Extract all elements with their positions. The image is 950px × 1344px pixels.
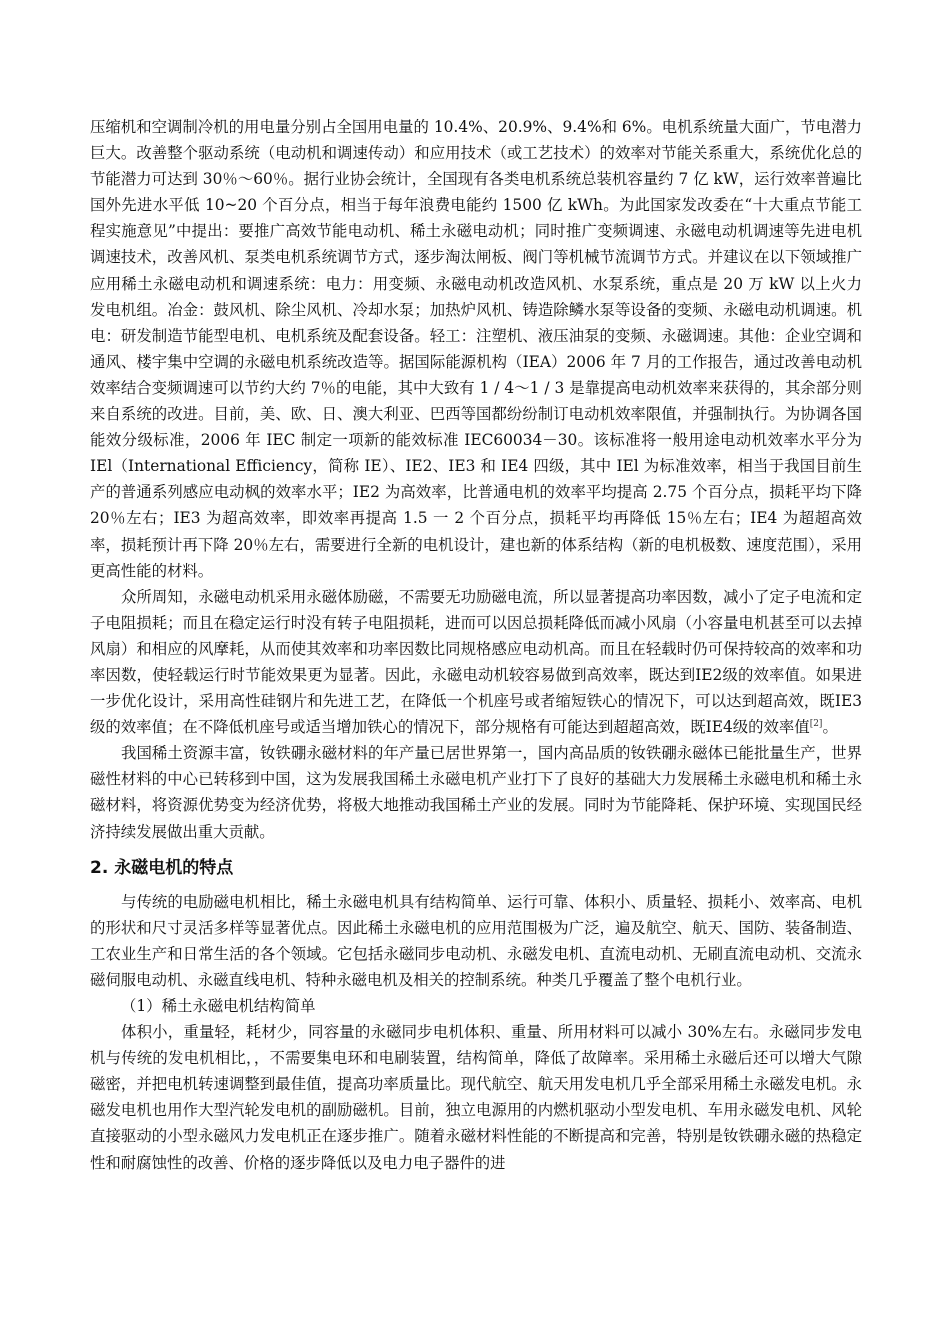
citation-ref: [2] <box>809 719 823 730</box>
paragraph-simple-structure: 体积小，重量轻，耗材少，同容量的永磁同步电机体积、重量、所用材料可以减小 30%左右。永磁同步发电机与传统的发电机相比，，不需要集电环和电刷装置，结构简单，降低了故障率。采用稀土永磁后还可以增大气隙磁密，并把电机转速调整到最佳值，提高功率质量比。现代航空、航天用发电机几乎全部采用稀土永磁发电机。永磁发电机也用作大型汽轮发电机的副励磁机。目前，独立电源用的内燃机驱动小型发电机、车用永磁发电机、风轮直接驱动的小型永磁风力发电机正在逐步推广。随着永磁材料性能的不断提高和完善，特别是钕铁硼永磁的热稳定性和耐腐蚀性的改善、价格的逐步降低以及电力电子器件的进 <box>90 1023 862 1172</box>
subsection-heading: （1）稀土永磁电机结构简单 <box>121 997 316 1015</box>
paragraph-rare-earth-resources: 我国稀土资源丰富，钕铁硼永磁材料的年产量已居世界第一，国内高品质的钕铁硼永磁体已能批量生产，世界磁性材料的中心已转移到中国，这为发展我国稀土永磁电机产业打下了良好的基础大力发展稀土永磁电机和稀土永磁材料，将资源优势变为经济优势，将极大地推动我国稀土产业的发展。同时为节能降耗、保护环境、实现国民经济持续发展做出重大贡献。 <box>90 744 862 841</box>
paragraph-end-mark: 。 <box>822 718 838 737</box>
paragraph-pm-motor-efficiency <box>90 584 862 741</box>
section-heading: 2. 永磁电机的特点 <box>90 857 234 878</box>
paragraph-energy-policy: 压缩机和空调制冷机的用电量分别占全国用电量的 10.4%、20.9%、9.4%和 6%。电机系统量大面广，节电潜力巨大。改善整个驱动系统（电动机和调速传动）和应用技术（或工艺技术）的效率对节能关系重大，系统优化总的节能潜力可达到 30％～60％。据行业协会统计，全国现有各类电机系统总装机容量约 7 亿 kW，运行效率普遍比国外先进水平低 10~20 个百分点，相当于每年浪费电能约 1500 亿 kWh。为此国家发改委在“十大重点节能工程实施意见”中提出：要推广高效节能电动机、稀土永磁电动机；同时推广变频调速、永磁电动机调速等先进电机调速技术，改善风机、泵类电机系统调节方式，逐步淘汰闸板、阀门等机械节流调节方式。并建议在以下领域推广应用稀土永磁电动机和调速系统：电力：用变频、永磁电动机改造风机、水泵系统，重点是 20 万 kW 以上火力发电机组。冶金：鼓风机、除尘风机、冷却水泵；加热炉风机、铸造除鳞水泵等设备的变频、永磁电动机调速。机电：研发制造节能型电机、电机系统及配套设备。轻工：注塑机、液压油泵的变频、永磁调速。其他：企业空调和通风、楼宇集中空调的永磁电机系统改造等。据国际能源机构（IEA）2006 年 7 月的工作报告，通过改善电动机效率结合变频调速可以节约大约 7％的电能，其中大致有 1 / 4～1 / 3 是靠提高电动机效率来获得的，其余部分则来自系统的改进。目前，美、欧、日、澳大利亚、巴西等国都纷纷制订电动机效率限值，并强制执行。为协调各国能效分级标准，2006 年 IEC 制定一项新的能效标准 IEC60034－30。该标准将一般用途电动机效率水平分为 IEl（International Efficiency，简称 IE）、IE2、IE3 和 IE4 四级，其中 IEl 为标准效率，相当于我国目前生产的普通系列感应电动枫的效率水平；IE2 为高效率，比普通电机的效率平均提高 2.75 个百分点，损耗平均下降 20％左右；IE3 为超高效率，即效率再提高 1.5 一 2 个百分点，损耗平均再降低 15％左右；IE4 为超超高效率，损耗预计再下降 20％左右，需要进行全新的电机设计，建也新的体系结构（新的电机极数、速度范围），采用更高性能的材料。 <box>90 118 862 580</box>
paragraph-pm-motor-efficiency-text: 众所周知，永磁电动机采用永磁体励磁，不需要无功励磁电流，所以显著提高功率因数，减小了定子电流和定子电阻损耗；而且在稳定运行时没有转子电阻损耗，进而可以因总损耗降低而减小风扇（小容量电机甚至可以去掉风扇）和相应的风摩耗，从而使其效率和功率因数比同规格感应电动机高。而且在轻载时仍可保持较高的效率和功率因数，使轻载运行时节能效果更为显著。因此，永磁电动机较容易做到高效率，既达到IE2级的效率值。如果进一步优化设计，采用高性硅钢片和先进工艺，在降低一个机座号或者缩短铁心的情况下，可以达到超高效，既IE3级的效率值；在不降低机座号或适当增加铁心的情况下，部分规格有可能达到超超高效，既IE4级的效率值 <box>90 587 862 737</box>
document-page <box>90 114 862 1176</box>
paragraph-advantages: 与传统的电励磁电机相比，稀土永磁电机具有结构简单、运行可靠、体积小、质量轻、损耗小、效率高、电机的形状和尺寸灵活多样等显著优点。因此稀土永磁电机的应用范围极为广泛，遍及航空、航天、国防、装备制造、工农业生产和日常生活的各个领域。它包括永磁同步电动机、永磁发电机、直流电动机、无刷直流电动机、交流永磁伺服电动机、永磁直线电机、特种永磁电机及相关的控制系统。种类几乎覆盖了整个电机行业。 <box>90 892 862 989</box>
